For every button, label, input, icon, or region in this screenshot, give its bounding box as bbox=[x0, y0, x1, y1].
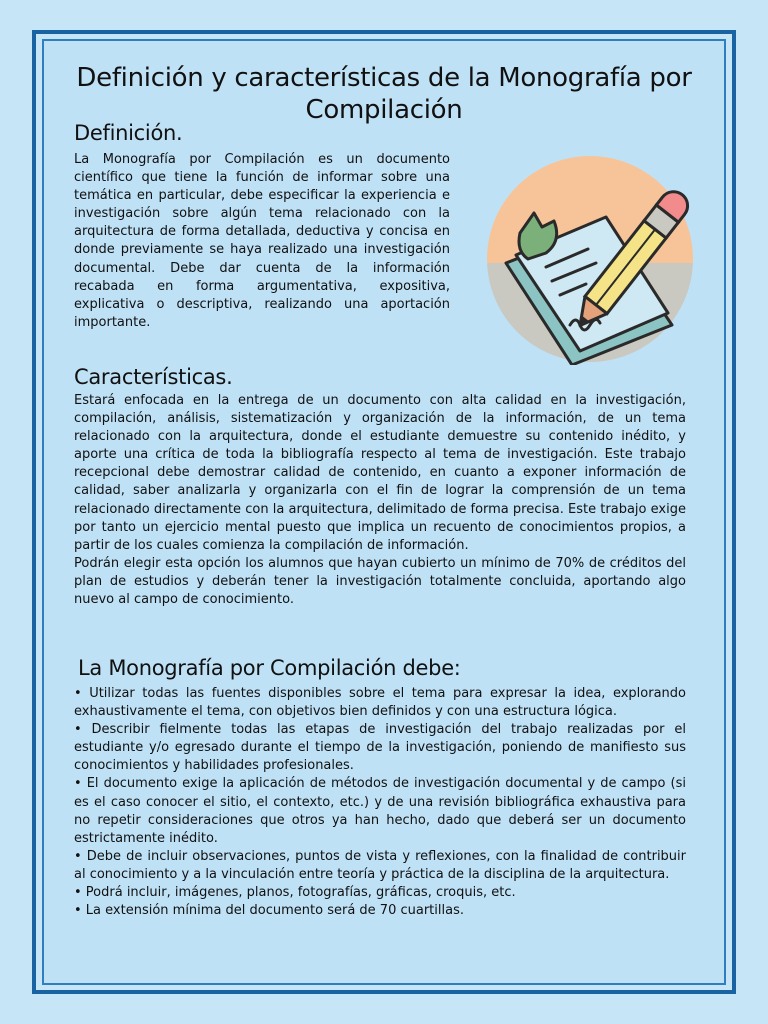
list-item: • La extensión mínima del documento será de 70 cuartillas. bbox=[74, 903, 464, 919]
list-item: • Utilizar todas las fuentes disponibles sobre el tema para expresar la idea, explorando exhaustivamente el tema, con objetivos bien definidos y con una estructura lógica. bbox=[74, 686, 686, 720]
list-item: • El documento exige la aplicación de métodos de investigación documental y de campo (si es el caso conocer el sitio, el contexto, etc.) y de una revisión bibliográfica exhaustiva para no repetir consideraciones que otros ya han hecho, dado que deberá ser un documento estrictamente inédito. bbox=[74, 776, 686, 846]
list-item: • Podrá incluir, imágenes, planos, fotografías, gráficas, croquis, etc. bbox=[74, 885, 516, 901]
pencil-on-paper-icon bbox=[476, 155, 704, 365]
caracteristicas-text: Estará enfocada en la entrega de un documento con alta calidad en la investigación, compilación, análisis, sistematización y organización de la información, de un tema relacionado con la arquitectura, donde el estudiante demuestre su contenido inédito, y aporte una crítica de toda la bibliografía respecto al tema de investigación. Este trabajo recepcional debe demostrar calidad de contenido, en cuanto a exponer información de calidad, saber analizarla y organizarla con el fin de lograr la comprensión de un tema relacionado directamente con la arquitectura, delimitado de forma precisa. Este trabajo exige por tanto un ejercicio mental puesto que implica un recuento de conocimientos propios, a partir de los cuales comienza la compilación de información. bbox=[74, 393, 686, 553]
list-item: • Describir fielmente todas las etapas de investigación del trabajo realizadas por el estudiante y/o egresado durante el tiempo de la investigación, poniendo de manifiesto sus conocimientos y habilidades profesionales. bbox=[74, 722, 686, 774]
definicion-text: La Monografía por Compilación es un documento científico que tiene la función de informar sobre una temática en particular, debe especificar la experiencia e investigación sobre algún tema relacionado con la arquitectura de forma detallada, deductiva y concisa en donde previamente se haya realizado una investigación documental. Debe dar cuenta de la información recabada en forma argumentativa, expositiva, explicativa o descriptiva, realizando una aportación importante. bbox=[74, 152, 450, 330]
caracteristicas-block bbox=[74, 392, 686, 609]
definicion-heading: Definición. bbox=[74, 121, 183, 145]
debe-list bbox=[74, 685, 686, 920]
caracteristicas-text-requisitos: Podrán elegir esta opción los alumnos que hayan cubierto un mínimo de 70% de créditos del plan de estudios y deberán tener la investigación totalmente concluida, aportando algo nuevo al campo de conocimiento. bbox=[74, 555, 686, 608]
caracteristicas-heading: Características. bbox=[74, 365, 233, 389]
page-title: Definición y características de la Monografía por Compilación bbox=[76, 63, 692, 125]
debe-heading: La Monografía por Compilación debe: bbox=[78, 656, 461, 680]
list-item: • Debe de incluir observaciones, puntos de vista y reflexiones, con la finalidad de contribuir al conocimiento y a la vinculación entre teoría y práctica de la disciplina de la arquitectura. bbox=[74, 848, 686, 882]
